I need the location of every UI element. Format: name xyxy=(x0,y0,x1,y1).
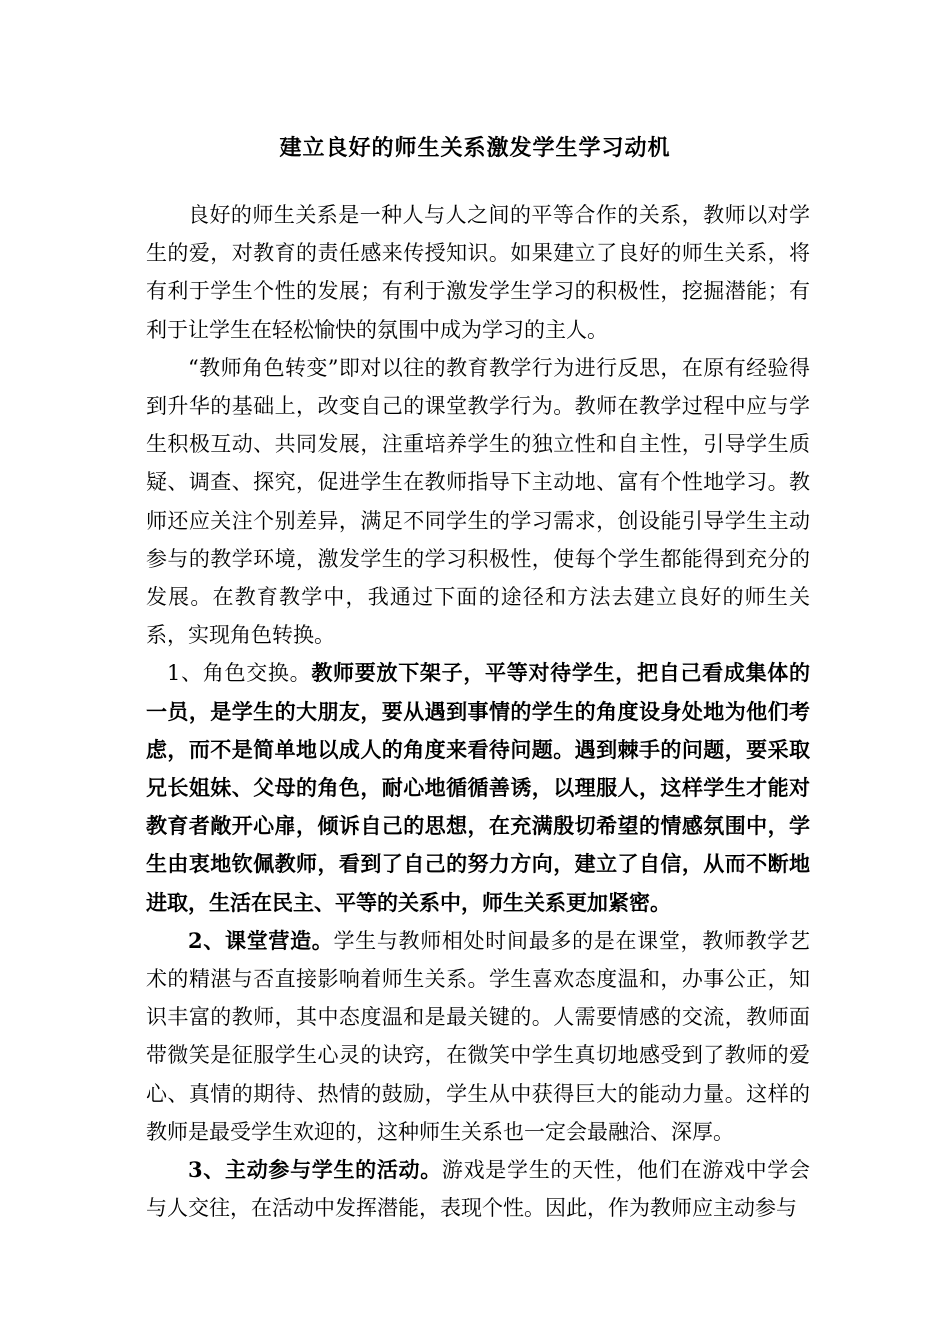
paragraph-role-change: “教师角色转变”即对以往的教育教学行为进行反思，在原有经验得到升华的基础上，改变自己的课堂教学行为。教师在教学过程中应与学生积极互动、共同发展，注重培养学生的独立性和自主性，引导学生质疑、调查、探究，促进学生在教师指导下主动地、富有个性地学习。教师还应关注个别差异，满足不同学生的学习需求，创设能引导学生主动参与的教学环境，激发学生的学习积极性，使每个学生都能得到充分的发展。在教育教学中，我通过下面的途径和方法去建立良好的师生关系，实现角色转换。 xyxy=(146,355,810,648)
paragraph-item-1 xyxy=(146,654,810,921)
item-1-body: 教师要放下架子，平等对待学生，把自己看成集体的一员，是学生的大朋友，要从遇到事情的学生的角度设身处地为他们考虑，而不是简单地以成人的角度来看待问题。遇到棘手的问题，要采取兄长姐妹、父母的角色，耐心地循循善诱，以理服人，这样学生才能对教育者敞开心扉，倾诉自己的思想，在充满殷切希望的情感氛围中，学生由衷地钦佩教师，看到了自己的努力方向，建立了自信，从而不断地进取，生活在民主、平等的关系中，师生关系更加紧密。 xyxy=(146,660,810,915)
paragraph-item-3 xyxy=(146,1151,810,1227)
document-body xyxy=(146,196,810,1227)
document-title: 建立良好的师生关系激发学生学习动机 xyxy=(279,135,671,161)
item-2-heading: 2、课堂营造。 xyxy=(188,927,334,953)
paragraph-item-2 xyxy=(146,922,810,1151)
item-2-body: 学生与教师相处时间最多的是在课堂，教师教学艺术的精湛与否直接影响着师生关系。学生喜欢态度温和，办事公正，知识丰富的教师，其中态度温和是最关键的。人需要情感的交流，教师面带微笑是征服学生心灵的诀窍，在微笑中学生真切地感受到了教师的爱心、真情的期待、热情的鼓励，学生从中获得巨大的能动力量。这样的教师是最受学生欢迎的，这种师生关系也一定会最融洽、深厚。 xyxy=(146,928,810,1144)
item-1-heading: 1、角色交换。 xyxy=(167,661,312,686)
item-3-heading: 3、主动参与学生的活动。 xyxy=(188,1157,442,1183)
paragraph-intro: 良好的师生关系是一种人与人之间的平等合作的关系，教师以对学生的爱，对教育的责任感来传授知识。如果建立了良好的师生关系，将有利于学生个性的发展；有利于激发学生学习的积极性，挖掘潜能；有利于让学生在轻松愉快的氛围中成为学习的主人。 xyxy=(146,203,810,342)
item-3-body: 游戏是学生的天性，他们在游戏中学会与人交往，在活动中发挥潜能，表现个性。因此，作为教师应主动参与 xyxy=(146,1158,810,1221)
